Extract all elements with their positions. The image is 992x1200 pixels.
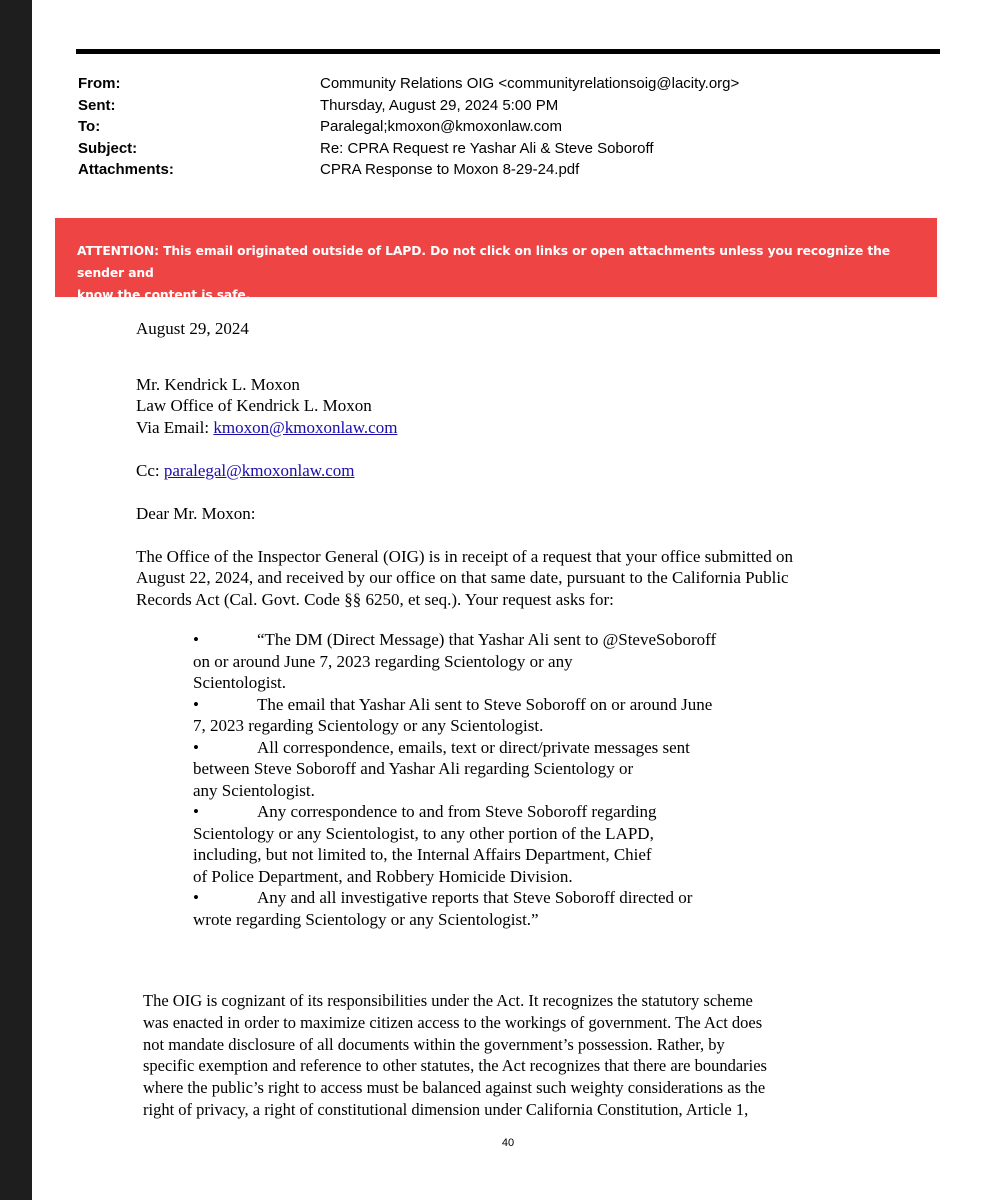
request-bullet-list [193,629,833,930]
attachment-file[interactable]: CPRA Response to Moxon 8-29-24.pdf [320,161,580,178]
banner-line-1: ATTENTION: This email originated outside of LAPD. Do not click on links or open attachments unless you recognize the sender and [77,244,891,280]
salutation: Dear Mr. Moxon: [136,503,256,523]
bullet-line: any Scientologist. [193,780,315,800]
via-email-line [136,417,916,439]
banner-line-2: know the content is safe. [77,288,251,302]
bullet-line: All correspondence, emails, text or direct/private messages sent [257,737,690,757]
bullet-dot-icon: • [193,694,199,714]
bullet-dot-icon: • [193,737,199,757]
closing-line: The OIG is cognizant of its responsibilities under the Act. It recognizes the statutory scheme [143,991,753,1010]
bullet-line: Any correspondence to and from Steve Soboroff regarding [257,802,657,821]
cc-email-link[interactable]: paralegal@kmoxonlaw.com [163,460,355,480]
intro-paragraph [136,546,916,611]
closing-line: was enacted in order to maximize citizen access to the workings of government. The Act does [143,1012,763,1032]
cc-label: Cc: [136,460,164,480]
closing-paragraph [143,990,873,1121]
sent-label: Sent: [78,96,116,114]
bullet-line: Any and all investigative reports that Steve Soboroff directed or [257,888,693,907]
subject-label: Subject: [78,139,138,157]
bullet-dot-icon: • [193,888,199,907]
intro-line: The Office of the Inspector General (OIG) is in receipt of a request that your office submitted on [136,546,793,566]
request-bullet-item [193,694,833,737]
from-label: From: [78,75,121,92]
addressee-name: Mr. Kendrick L. Moxon [136,374,300,394]
header-top-rule [76,49,940,54]
bullet-dot-icon: • [193,630,199,649]
external-email-warning-banner [55,218,937,302]
cc-line [136,460,916,482]
request-bullet-item [193,887,833,930]
bullet-line: on or around June 7, 2023 regarding Scientology or any [193,651,573,671]
bullet-line: of Police Department, and Robbery Homicide Division. [193,866,573,886]
bullet-line: Scientologist. [193,673,287,692]
to-value: Paralegal;kmoxon@kmoxonlaw.com [320,118,562,135]
subject-value: Re: CPRA Request re Yashar Ali & Steve Soboroff [320,139,654,157]
to-label: To: [78,118,101,135]
request-bullet-item [193,629,833,694]
bullet-line: between Steve Soboroff and Yashar Ali regarding Scientology or [193,759,634,778]
closing-line: where the public’s right to access must be balanced against such weighty considerations as the [143,1078,766,1098]
via-email-link[interactable]: kmoxon@kmoxonlaw.com [213,417,398,437]
bullet-line: “The DM (Direct Message) that Yashar Ali sent to @SteveSoboroff [257,630,717,649]
letter-body [136,318,916,610]
closing-line: specific exemption and reference to other statutes, the Act recognizes that there are boundaries [143,1056,767,1076]
bullet-line: including, but not limited to, the Internal Affairs Department, Chief [193,845,652,864]
bullet-line: 7, 2023 regarding Scientology or any Scientologist. [193,716,544,735]
request-bullet-item [193,801,833,887]
intro-line: August 22, 2024, and received by our office on that same date, pursuant to the California Public [136,568,789,587]
attachments-label: Attachments: [78,161,174,178]
via-email-label: Via Email: [136,417,214,437]
sent-value: Thursday, August 29, 2024 5:00 PM [320,96,559,114]
bullet-line: The email that Yashar Ali sent to Steve Soboroff on or around June [257,694,713,714]
page-number: 40 [501,1137,515,1149]
from-value: Community Relations OIG <communityrelationsoig@lacity.org> [320,75,740,92]
closing-line: not mandate disclosure of all documents within the government’s possession. Rather, by [143,1034,725,1054]
bullet-line: Scientology or any Scientologist, to any other portion of the LAPD, [193,823,654,843]
letter-date: August 29, 2024 [136,319,249,338]
bullet-dot-icon: • [193,802,199,821]
left-edge-bar [0,0,32,1200]
addressee-office: Law Office of Kendrick L. Moxon [136,396,372,415]
bullet-line: wrote regarding Scientology or any Scientologist.” [193,909,539,929]
closing-line: right of privacy, a right of constitutional dimension under California Constitution, Article 1, [143,1099,749,1119]
request-bullet-item [193,737,833,802]
intro-line: Records Act (Cal. Govt. Code §§ 6250, et seq.). Your request asks for: [136,589,614,609]
